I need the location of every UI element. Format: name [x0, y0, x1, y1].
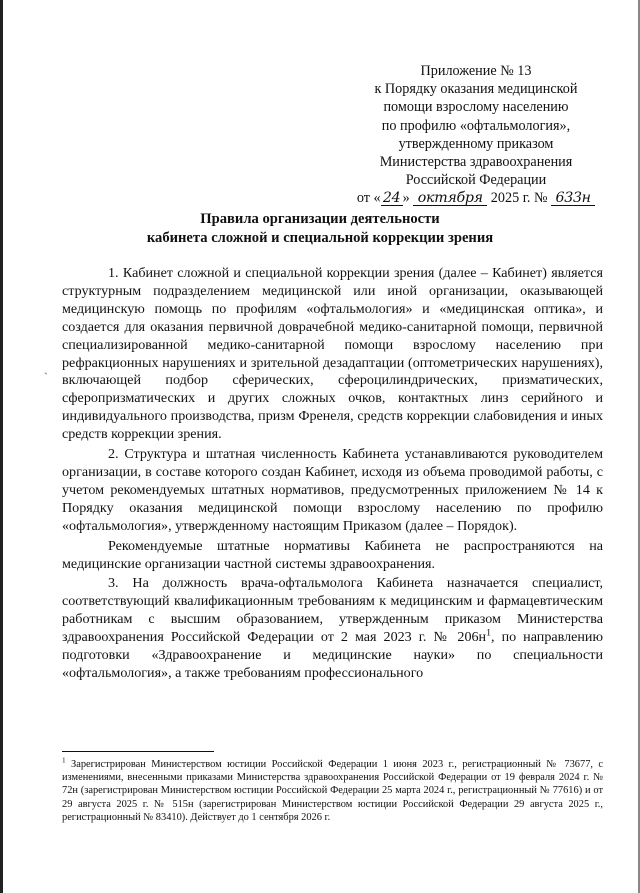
- appendix-line: по профилю «офтальмология»,: [381, 117, 571, 134]
- handwritten-day: 24: [381, 191, 403, 206]
- footnote-ref: 1: [486, 627, 492, 639]
- appendix-header: [345, 62, 607, 208]
- footnote-text: [62, 758, 603, 824]
- paragraph-3-end: , по направлению подготовки «Здравоохранение и медицинские науки» по специальности «офтальмология», а также требованиям профессионального: [62, 629, 603, 681]
- appendix-line: к Порядку оказания медицинской: [374, 81, 578, 98]
- paragraph-2-note: Рекомендуемые штатные нормативы Кабинета не распространяются на медицинские организации частной системы здравоохранения.: [62, 537, 603, 572]
- paragraph-1: 1. Кабинет сложной и специальной коррекции зрения (далее – Кабинет) является структурным подразделением медицинской или иной организации, оказывающей медицинскую помощь по профилям «офтальмология» и «медицинская оптика», и создается для оказания первичной доврачебной медико-санитарной помощи, первичной специализированной медико-санитарной помощи взрослому населению при рефракционных нарушениях и зрительной дезадаптации (оптометрических нарушениях), включающей подбор сферических, сфероцилиндрических, призматических, сферопризматических и других сложных очков, контактных линз серийного и индивидуального производства, призм Френеля, средств коррекции слабовидения и иных средств коррекции зрения.: [62, 265, 603, 443]
- title-line: кабинета сложной и специальной коррекции зрения: [146, 229, 494, 246]
- paragraph-3-start: 3. На должность врача-офтальмолога Кабинета назначается специалист, соответствующий квалификационным требованиям к медицинским и фармацевтическим работникам с высшим образованием, утвержденным приказом Министерства здравоохранения Российской Федерации от 2 мая 2023 г. № 206н: [62, 575, 603, 646]
- title-line: Правила организации деятельности: [200, 211, 440, 227]
- footnote-body: Зарегистрирован Министерством юстиции Российской Федерации 1 июня 2023 г., регистрационный № 73677, с изменениями, внесенными приказами Министерства здравоохранения Российской Федерации от 19 февраля 2024 г. № 72н (зарегистрирован Министерством юстиции Российской Федерации 25 марта 2024 г., регистрационный № 77616) и от 29 августа 2025 г. № 515н (зарегистрирован Министерством юстиции Российской Федерации 29 августа 2025 г., регистрационный № 83410). Действует до 1 сентября 2026 г.: [62, 759, 603, 823]
- scan-mark: ˎ: [44, 361, 48, 375]
- order-date-line: [345, 189, 607, 207]
- appendix-line: помощи взрослому населению: [383, 99, 569, 116]
- document-body: [62, 265, 603, 683]
- footnote-marker: 1: [62, 756, 66, 765]
- handwritten-order-number: 633н: [551, 191, 595, 206]
- date-year: 2025 г. №: [490, 190, 548, 207]
- date-mid: »: [402, 190, 410, 207]
- appendix-number: Приложение № 13: [420, 63, 532, 79]
- footnote-divider: [62, 751, 214, 752]
- appendix-line: Министерства здравоохранения: [379, 154, 573, 171]
- date-prefix: от «: [356, 190, 381, 207]
- footnote: [62, 758, 603, 824]
- scan-left-edge: [0, 0, 3, 893]
- appendix-line: утвержденному приказом: [398, 135, 554, 152]
- paragraph-2: 2. Структура и штатная численность Кабинета устанавливаются руководителем организации, в составе которого создан Кабинет, исходя из объема проводимой работы, с учетом рекомендуемых штатных нормативов, предусмотренных приложением № 14 к Порядку оказания медицинской помощи взрослому населению по профилю «офтальмология», утвержденному настоящим Приказом (далее – Порядок).: [62, 446, 603, 534]
- handwritten-month: октября: [413, 191, 487, 206]
- appendix-line: Российской Федерации: [405, 172, 547, 189]
- document-title: [0, 210, 640, 247]
- paragraph-3: [62, 575, 603, 682]
